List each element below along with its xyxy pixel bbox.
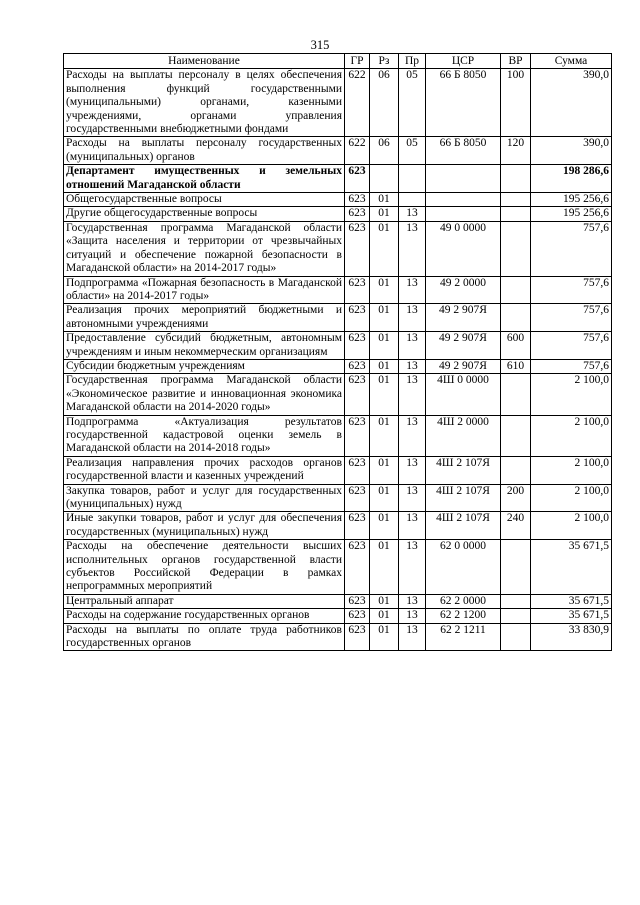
cell-vr: 240 xyxy=(501,512,531,540)
cell-gr: 623 xyxy=(345,512,370,540)
cell-sum: 198 286,6 xyxy=(531,165,612,193)
cell-rz: 01 xyxy=(370,540,399,595)
cell-csr: 62 2 0000 xyxy=(426,594,501,608)
cell-pr: 13 xyxy=(399,540,426,595)
cell-pr: 05 xyxy=(399,69,426,137)
cell-csr: 62 0 0000 xyxy=(426,540,501,595)
cell-rz: 01 xyxy=(370,374,399,415)
cell-rz: 01 xyxy=(370,594,399,608)
cell-rz: 01 xyxy=(370,193,399,207)
cell-sum: 390,0 xyxy=(531,137,612,165)
cell-gr: 622 xyxy=(345,137,370,165)
cell-name: Расходы на выплаты персоналу государственных (муниципальных) органов xyxy=(64,137,345,165)
cell-name: Департамент имущественных и земельных отношений Магаданской области xyxy=(64,165,345,193)
table-row xyxy=(64,540,612,595)
cell-name: Расходы на выплаты персоналу в целях обеспечения выполнения функций государственными (муниципальными) органами, казенными учреждениями, органами управления государственными внебюджетными фондами xyxy=(64,69,345,137)
cell-rz: 01 xyxy=(370,207,399,221)
cell-vr: 200 xyxy=(501,484,531,512)
cell-pr: 13 xyxy=(399,484,426,512)
cell-csr: 62 2 1200 xyxy=(426,609,501,623)
cell-pr: 13 xyxy=(399,332,426,360)
cell-gr: 623 xyxy=(345,276,370,304)
cell-sum: 195 256,6 xyxy=(531,193,612,207)
cell-csr: 4Ш 2 107Я xyxy=(426,512,501,540)
cell-vr xyxy=(501,374,531,415)
cell-vr xyxy=(501,276,531,304)
cell-vr: 100 xyxy=(501,69,531,137)
table-header-row xyxy=(64,54,612,69)
cell-name: Иные закупки товаров, работ и услуг для обеспечения государственных (муниципальных) нужд xyxy=(64,512,345,540)
cell-gr: 623 xyxy=(345,484,370,512)
cell-rz: 06 xyxy=(370,69,399,137)
cell-rz xyxy=(370,165,399,193)
table-row xyxy=(64,165,612,193)
cell-rz: 01 xyxy=(370,609,399,623)
cell-pr: 13 xyxy=(399,207,426,221)
cell-gr: 623 xyxy=(345,609,370,623)
cell-gr: 623 xyxy=(345,540,370,595)
cell-gr: 622 xyxy=(345,69,370,137)
cell-sum: 35 671,5 xyxy=(531,594,612,608)
cell-vr xyxy=(501,594,531,608)
col-header-name: Наименование xyxy=(64,54,345,69)
cell-csr: 62 2 1211 xyxy=(426,623,501,651)
cell-rz: 01 xyxy=(370,512,399,540)
cell-vr xyxy=(501,193,531,207)
cell-sum: 757,6 xyxy=(531,221,612,276)
cell-vr: 120 xyxy=(501,137,531,165)
cell-sum: 2 100,0 xyxy=(531,512,612,540)
cell-vr xyxy=(501,304,531,332)
cell-name: Государственная программа Магаданской области «Защита населения и территории от чрезвычайных ситуаций и обеспечение пожарной безопасности в Магаданской области» на 2014-2017 годы» xyxy=(64,221,345,276)
cell-pr: 13 xyxy=(399,374,426,415)
cell-pr: 05 xyxy=(399,137,426,165)
cell-gr: 623 xyxy=(345,456,370,484)
cell-vr xyxy=(501,165,531,193)
cell-name: Другие общегосударственные вопросы xyxy=(64,207,345,221)
cell-gr: 623 xyxy=(345,594,370,608)
cell-gr: 623 xyxy=(345,221,370,276)
cell-rz: 01 xyxy=(370,415,399,456)
cell-vr xyxy=(501,456,531,484)
cell-csr: 4Ш 2 107Я xyxy=(426,484,501,512)
table-row xyxy=(64,456,612,484)
cell-name: Общегосударственные вопросы xyxy=(64,193,345,207)
cell-name: Расходы на выплаты по оплате труда работников государственных органов xyxy=(64,623,345,651)
table-row xyxy=(64,594,612,608)
cell-name: Центральный аппарат xyxy=(64,594,345,608)
col-header-vr: ВР xyxy=(501,54,531,69)
table-row xyxy=(64,332,612,360)
cell-pr xyxy=(399,193,426,207)
cell-csr: 49 2 907Я xyxy=(426,359,501,373)
cell-name: Расходы на обеспечение деятельности высших исполнительных органов государственной власти субъектов Российской Федерации в рамках непрограммных мероприятий xyxy=(64,540,345,595)
cell-rz: 01 xyxy=(370,221,399,276)
cell-name: Субсидии бюджетным учреждениям xyxy=(64,359,345,373)
cell-pr: 13 xyxy=(399,512,426,540)
cell-pr: 13 xyxy=(399,623,426,651)
table-row xyxy=(64,415,612,456)
cell-rz: 01 xyxy=(370,276,399,304)
cell-name: Закупка товаров, работ и услуг для государственных (муниципальных) нужд xyxy=(64,484,345,512)
cell-csr: 49 2 907Я xyxy=(426,304,501,332)
cell-sum: 390,0 xyxy=(531,69,612,137)
cell-sum: 2 100,0 xyxy=(531,484,612,512)
cell-rz: 01 xyxy=(370,484,399,512)
page-number: 315 xyxy=(310,38,330,52)
cell-sum: 35 671,5 xyxy=(531,540,612,595)
cell-vr xyxy=(501,623,531,651)
cell-gr: 623 xyxy=(345,415,370,456)
cell-csr: 49 2 0000 xyxy=(426,276,501,304)
cell-name: Расходы на содержание государственных органов xyxy=(64,609,345,623)
cell-vr: 600 xyxy=(501,332,531,360)
cell-sum: 2 100,0 xyxy=(531,415,612,456)
cell-gr: 623 xyxy=(345,332,370,360)
table-row xyxy=(64,623,612,651)
cell-sum: 35 671,5 xyxy=(531,609,612,623)
cell-name: Реализация направления прочих расходов органов государственной власти и казенных учреждений xyxy=(64,456,345,484)
cell-csr xyxy=(426,193,501,207)
cell-rz: 01 xyxy=(370,359,399,373)
cell-csr xyxy=(426,165,501,193)
cell-pr: 13 xyxy=(399,415,426,456)
table-row xyxy=(64,207,612,221)
col-header-sum: Сумма xyxy=(531,54,612,69)
col-header-pr: Пр xyxy=(399,54,426,69)
cell-pr: 13 xyxy=(399,276,426,304)
cell-vr xyxy=(501,609,531,623)
cell-pr: 13 xyxy=(399,609,426,623)
table-row xyxy=(64,512,612,540)
cell-pr xyxy=(399,165,426,193)
cell-vr xyxy=(501,415,531,456)
cell-name: Реализация прочих мероприятий бюджетными и автономными учреждениями xyxy=(64,304,345,332)
cell-csr: 4Ш 2 0000 xyxy=(426,415,501,456)
cell-vr xyxy=(501,540,531,595)
cell-sum: 2 100,0 xyxy=(531,456,612,484)
cell-gr: 623 xyxy=(345,359,370,373)
cell-pr: 13 xyxy=(399,221,426,276)
cell-gr: 623 xyxy=(345,374,370,415)
cell-name: Подпрограмма «Пожарная безопасность в Магаданской области» на 2014-2017 годы» xyxy=(64,276,345,304)
cell-gr: 623 xyxy=(345,165,370,193)
cell-rz: 01 xyxy=(370,304,399,332)
cell-pr: 13 xyxy=(399,304,426,332)
cell-pr: 13 xyxy=(399,359,426,373)
cell-csr: 49 0 0000 xyxy=(426,221,501,276)
table-row xyxy=(64,276,612,304)
cell-gr: 623 xyxy=(345,623,370,651)
cell-sum: 33 830,9 xyxy=(531,623,612,651)
cell-name: Государственная программа Магаданской области «Экономическое развитие и инновационная экономика Магаданской области на 2014-2020 годы» xyxy=(64,374,345,415)
cell-gr: 623 xyxy=(345,193,370,207)
cell-rz: 06 xyxy=(370,137,399,165)
cell-vr xyxy=(501,221,531,276)
table-row xyxy=(64,484,612,512)
cell-pr: 13 xyxy=(399,456,426,484)
cell-sum: 757,6 xyxy=(531,359,612,373)
cell-vr xyxy=(501,207,531,221)
budget-table xyxy=(63,53,612,651)
cell-csr: 66 Б 8050 xyxy=(426,137,501,165)
col-header-gr: ГР xyxy=(345,54,370,69)
cell-csr: 4Ш 2 107Я xyxy=(426,456,501,484)
cell-name: Предоставление субсидий бюджетным, автономным учреждениям и иным некоммерческим организациям xyxy=(64,332,345,360)
cell-rz: 01 xyxy=(370,332,399,360)
table-row xyxy=(64,374,612,415)
cell-sum: 2 100,0 xyxy=(531,374,612,415)
cell-vr: 610 xyxy=(501,359,531,373)
table-row xyxy=(64,304,612,332)
table-row xyxy=(64,221,612,276)
cell-sum: 757,6 xyxy=(531,332,612,360)
table-row xyxy=(64,137,612,165)
cell-sum: 195 256,6 xyxy=(531,207,612,221)
table-row xyxy=(64,359,612,373)
cell-name: Подпрограмма «Актуализация результатов государственной кадастровой оценки земель в Магаданской области на 2014-2018 годы» xyxy=(64,415,345,456)
table-row xyxy=(64,69,612,137)
col-header-csr: ЦСР xyxy=(426,54,501,69)
cell-sum: 757,6 xyxy=(531,304,612,332)
cell-sum: 757,6 xyxy=(531,276,612,304)
cell-rz: 01 xyxy=(370,623,399,651)
cell-csr xyxy=(426,207,501,221)
cell-pr: 13 xyxy=(399,594,426,608)
cell-gr: 623 xyxy=(345,304,370,332)
table-row xyxy=(64,193,612,207)
cell-csr: 4Ш 0 0000 xyxy=(426,374,501,415)
cell-csr: 66 Б 8050 xyxy=(426,69,501,137)
cell-gr: 623 xyxy=(345,207,370,221)
cell-csr: 49 2 907Я xyxy=(426,332,501,360)
table-row xyxy=(64,609,612,623)
table-body xyxy=(64,69,612,651)
cell-rz: 01 xyxy=(370,456,399,484)
col-header-rz: Рз xyxy=(370,54,399,69)
